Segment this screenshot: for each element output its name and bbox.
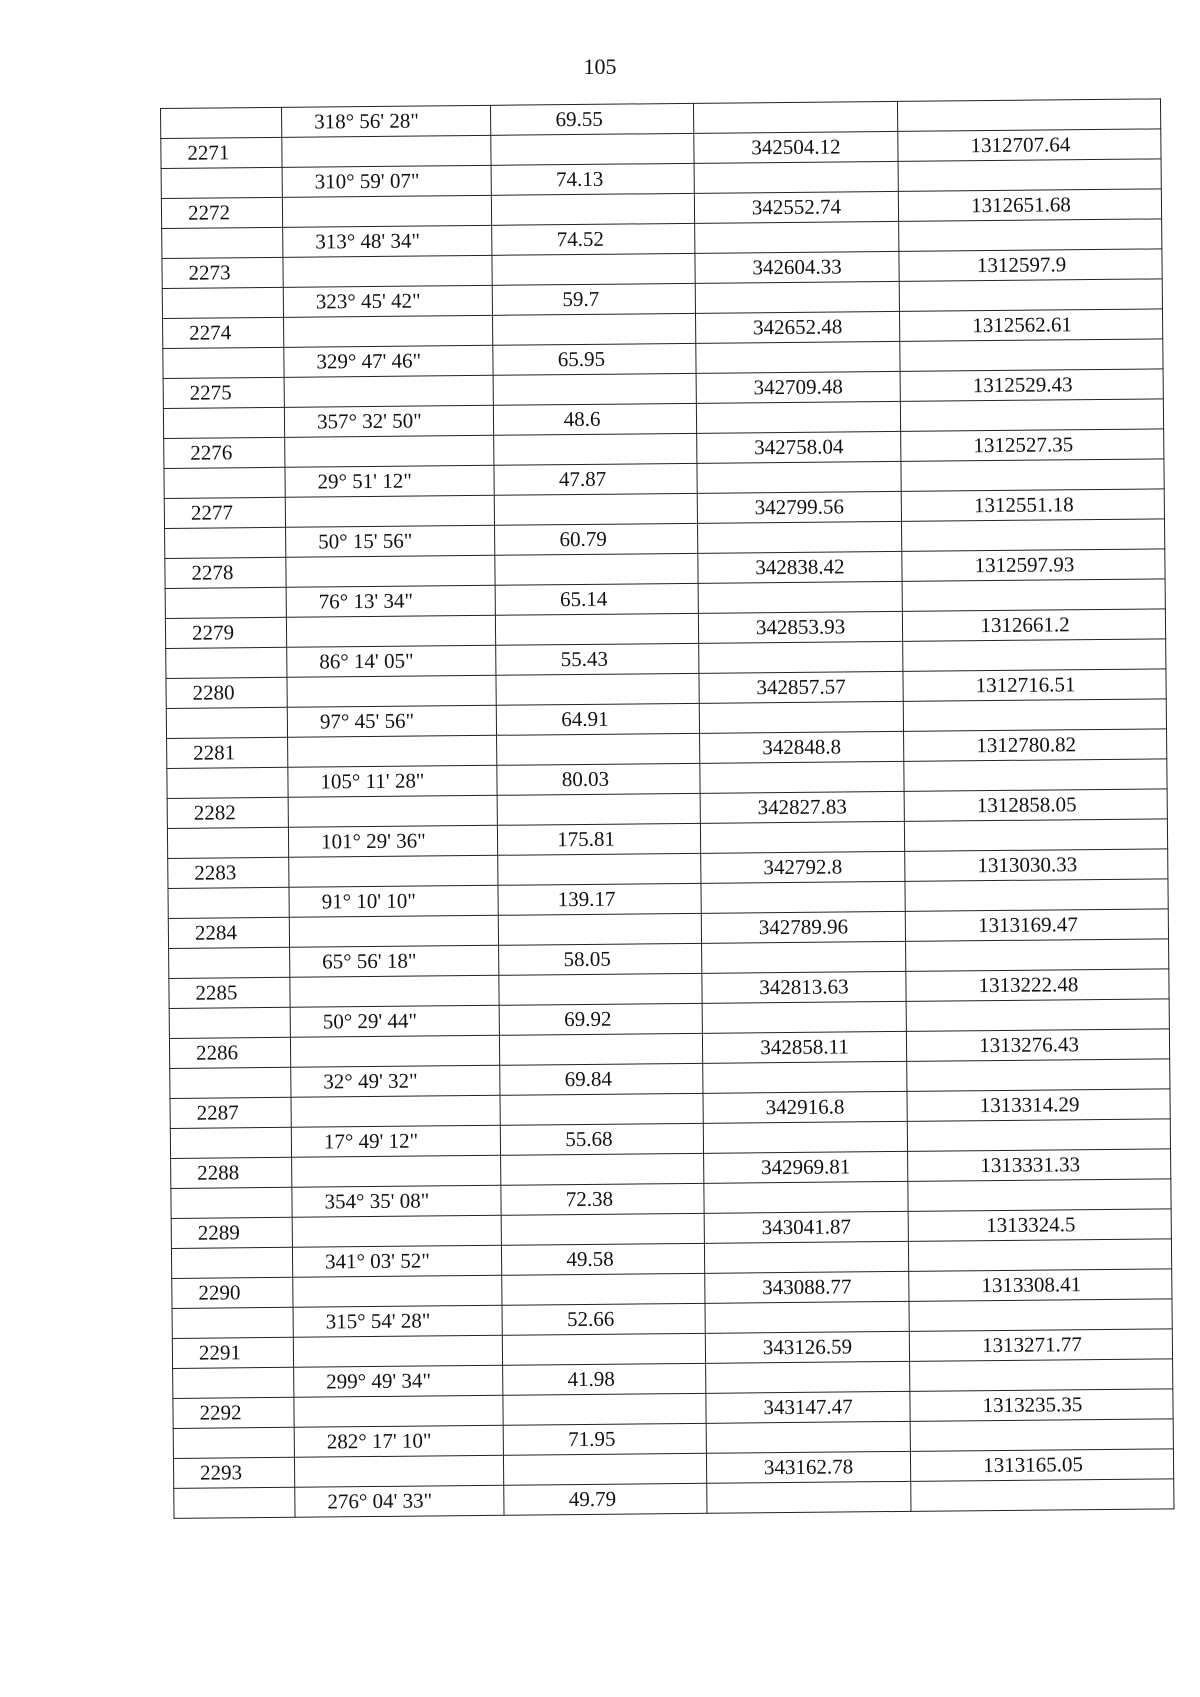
station-id-cell: 2285 (169, 977, 290, 1008)
empty-cell (161, 167, 282, 198)
easting-cell: 1312551.18 (901, 489, 1164, 522)
empty-cell (700, 761, 904, 793)
empty-cell (693, 101, 897, 133)
station-id-cell: 2286 (169, 1037, 290, 1068)
easting-cell: 1312661.2 (902, 609, 1165, 642)
northing-cell: 342853.93 (698, 611, 902, 643)
empty-cell (166, 647, 287, 678)
bearing-cell: 276° 04' 33" (295, 1485, 504, 1517)
empty-cell (171, 1247, 292, 1278)
bearing-cell: 329° 47' 46" (284, 345, 493, 377)
station-id-cell: 2291 (172, 1337, 293, 1368)
northing-cell: 342552.74 (694, 191, 898, 223)
empty-cell (501, 1213, 704, 1245)
distance-cell: 74.13 (491, 163, 694, 195)
station-id-cell: 2287 (170, 1097, 291, 1128)
distance-cell: 52.66 (502, 1303, 705, 1335)
empty-cell (164, 467, 285, 498)
empty-cell (173, 1367, 294, 1398)
empty-cell (903, 699, 1166, 732)
empty-cell (282, 135, 491, 167)
empty-cell (288, 735, 497, 767)
bearing-cell: 341° 03' 52" (292, 1245, 501, 1277)
empty-cell (904, 819, 1167, 852)
station-id-cell: 2274 (163, 317, 284, 348)
empty-cell (694, 161, 898, 193)
bearing-cell: 313° 48' 34" (283, 225, 492, 257)
empty-cell (171, 1187, 292, 1218)
empty-cell (910, 1359, 1173, 1392)
empty-cell (289, 915, 498, 947)
empty-cell (497, 793, 700, 825)
bearing-cell: 357° 32' 50" (284, 405, 493, 437)
empty-cell (503, 1393, 706, 1425)
empty-cell (165, 587, 286, 618)
station-id-cell: 2293 (173, 1457, 294, 1488)
empty-cell (495, 613, 698, 645)
northing-cell: 342827.83 (700, 791, 904, 823)
easting-cell: 1312716.51 (903, 669, 1166, 702)
station-id-cell: 2289 (171, 1217, 292, 1248)
bearing-cell: 50° 29' 44" (290, 1005, 499, 1037)
empty-cell (697, 461, 901, 493)
distance-cell: 55.43 (496, 643, 699, 675)
empty-cell (163, 407, 284, 438)
empty-cell (493, 313, 696, 345)
empty-cell (294, 1455, 503, 1487)
empty-cell (908, 1179, 1171, 1212)
empty-cell (902, 579, 1165, 612)
empty-cell (702, 1001, 906, 1033)
easting-cell: 1312562.61 (899, 309, 1162, 342)
easting-cell: 1312707.64 (898, 129, 1161, 162)
empty-cell (288, 795, 497, 827)
easting-cell: 1313169.47 (905, 909, 1168, 942)
northing-cell: 342969.81 (704, 1151, 908, 1183)
empty-cell (900, 399, 1163, 432)
northing-cell: 342838.42 (698, 551, 902, 583)
empty-cell (696, 401, 900, 433)
empty-cell (499, 973, 702, 1005)
easting-cell: 1313271.77 (909, 1329, 1172, 1362)
empty-cell (282, 195, 491, 227)
bearing-cell: 50° 15' 56" (286, 525, 495, 557)
easting-cell: 1313235.35 (910, 1389, 1173, 1422)
empty-cell (290, 1035, 499, 1067)
northing-cell: 343126.59 (705, 1331, 909, 1363)
bearing-cell: 101° 29' 36" (288, 825, 497, 857)
empty-cell (167, 827, 288, 858)
empty-cell (285, 495, 494, 527)
empty-cell (706, 1361, 910, 1393)
easting-cell: 1312597.9 (899, 249, 1162, 282)
empty-cell (698, 521, 902, 553)
empty-cell (493, 373, 696, 405)
northing-cell: 343041.87 (704, 1211, 908, 1243)
empty-cell (703, 1061, 907, 1093)
distance-cell: 69.92 (499, 1003, 702, 1035)
northing-cell: 342858.11 (702, 1031, 906, 1063)
empty-cell (898, 159, 1161, 192)
empty-cell (284, 315, 493, 347)
empty-cell (174, 1487, 295, 1518)
distance-cell: 47.87 (494, 463, 697, 495)
northing-cell: 342758.04 (697, 431, 901, 463)
easting-cell: 1312780.82 (904, 729, 1167, 762)
station-id-cell: 2279 (165, 617, 286, 648)
northing-cell: 342792.8 (701, 851, 905, 883)
empty-cell (901, 459, 1164, 492)
station-id-cell: 2278 (165, 557, 286, 588)
easting-cell: 1313165.05 (910, 1449, 1173, 1482)
empty-cell (283, 255, 492, 287)
empty-cell (284, 375, 493, 407)
bearing-cell: 282° 17' 10" (294, 1425, 503, 1457)
empty-cell (494, 433, 697, 465)
northing-cell: 343147.47 (706, 1391, 910, 1423)
survey-coordinate-table (160, 98, 1174, 1519)
station-id-cell: 2275 (163, 377, 284, 408)
empty-cell (286, 555, 495, 587)
distance-cell: 74.52 (492, 223, 695, 255)
empty-cell (899, 279, 1162, 312)
station-id-cell: 2290 (172, 1277, 293, 1308)
bearing-cell: 310° 59' 07" (282, 165, 491, 197)
easting-cell: 1312651.68 (898, 189, 1161, 222)
easting-cell: 1312597.93 (902, 549, 1165, 582)
station-id-cell: 2276 (164, 437, 285, 468)
empty-cell (498, 853, 701, 885)
empty-cell (293, 1275, 502, 1307)
station-id-cell: 2272 (161, 197, 282, 228)
empty-cell (903, 639, 1166, 672)
empty-cell (285, 435, 494, 467)
empty-cell (699, 701, 903, 733)
empty-cell (491, 193, 694, 225)
empty-cell (162, 287, 283, 318)
northing-cell: 342916.8 (703, 1091, 907, 1123)
empty-cell (169, 1007, 290, 1038)
empty-cell (699, 641, 903, 673)
empty-cell (704, 1181, 908, 1213)
bearing-cell: 323° 45' 42" (283, 285, 492, 317)
northing-cell: 342789.96 (701, 911, 905, 943)
distance-cell: 60.79 (495, 523, 698, 555)
empty-cell (292, 1155, 501, 1187)
empty-cell (503, 1453, 706, 1485)
distance-cell: 69.84 (500, 1063, 703, 1095)
empty-cell (497, 733, 700, 765)
distance-cell: 175.81 (497, 823, 700, 855)
distance-cell: 64.91 (496, 703, 699, 735)
bearing-cell: 91° 10' 10" (289, 885, 498, 917)
distance-cell: 69.55 (490, 103, 693, 135)
bearing-cell: 76° 13' 34" (286, 585, 495, 617)
empty-cell (168, 887, 289, 918)
empty-cell (902, 519, 1165, 552)
distance-cell: 48.6 (493, 403, 696, 435)
northing-cell: 343162.78 (706, 1451, 910, 1483)
empty-cell (911, 1479, 1174, 1512)
empty-cell (500, 1093, 703, 1125)
empty-cell (290, 975, 499, 1007)
empty-cell (501, 1153, 704, 1185)
bearing-cell: 65° 56' 18" (290, 945, 499, 977)
bearing-cell: 97° 45' 56" (287, 705, 496, 737)
empty-cell (292, 1215, 501, 1247)
empty-cell (498, 913, 701, 945)
bearing-cell: 315° 54' 28" (293, 1305, 502, 1337)
station-id-cell: 2282 (167, 797, 288, 828)
empty-cell (286, 615, 495, 647)
distance-cell: 49.79 (504, 1483, 707, 1515)
northing-cell: 342857.57 (699, 671, 903, 703)
distance-cell: 80.03 (497, 763, 700, 795)
empty-cell (165, 527, 286, 558)
distance-cell: 41.98 (503, 1363, 706, 1395)
empty-cell (905, 879, 1168, 912)
easting-cell: 1313030.33 (905, 849, 1168, 882)
northing-cell: 343088.77 (705, 1271, 909, 1303)
bearing-cell: 29° 51' 12" (285, 465, 494, 497)
easting-cell: 1313314.29 (907, 1089, 1170, 1122)
empty-cell (502, 1333, 705, 1365)
northing-cell: 342652.48 (695, 311, 899, 343)
empty-cell (696, 341, 900, 373)
distance-cell: 58.05 (499, 943, 702, 975)
empty-cell (291, 1095, 500, 1127)
northing-cell: 342604.33 (695, 251, 899, 283)
table-body (161, 99, 1174, 1519)
empty-cell (499, 1033, 702, 1065)
station-id-cell: 2281 (167, 737, 288, 768)
station-id-cell: 2284 (168, 917, 289, 948)
empty-cell (698, 581, 902, 613)
northing-cell: 342848.8 (700, 731, 904, 763)
station-id-cell: 2283 (168, 857, 289, 888)
empty-cell (695, 281, 899, 313)
easting-cell: 1312858.05 (904, 789, 1167, 822)
empty-cell (704, 1241, 908, 1273)
empty-cell (904, 759, 1167, 792)
station-id-cell: 2292 (173, 1397, 294, 1428)
station-id-cell: 2277 (164, 497, 285, 528)
empty-cell (172, 1307, 293, 1338)
bearing-cell: 318° 56' 28" (281, 105, 490, 137)
easting-cell: 1313331.33 (908, 1149, 1171, 1182)
bearing-cell: 105° 11' 28" (288, 765, 497, 797)
empty-cell (907, 1059, 1170, 1092)
empty-cell (705, 1301, 909, 1333)
empty-cell (494, 493, 697, 525)
northing-cell: 342709.48 (696, 371, 900, 403)
distance-cell: 49.58 (501, 1243, 704, 1275)
easting-cell: 1312527.35 (901, 429, 1164, 462)
empty-cell (908, 1239, 1171, 1272)
empty-cell (173, 1427, 294, 1458)
empty-cell (491, 133, 694, 165)
empty-cell (167, 767, 288, 798)
distance-cell: 65.95 (493, 343, 696, 375)
bearing-cell: 86° 14' 05" (287, 645, 496, 677)
distance-cell: 139.17 (498, 883, 701, 915)
distance-cell: 72.38 (501, 1183, 704, 1215)
distance-cell: 71.95 (503, 1423, 706, 1455)
station-id-cell: 2271 (161, 137, 282, 168)
empty-cell (702, 941, 906, 973)
empty-cell (162, 227, 283, 258)
easting-cell: 1313222.48 (906, 969, 1169, 1002)
empty-cell (910, 1419, 1173, 1452)
empty-cell (289, 855, 498, 887)
empty-cell (906, 939, 1169, 972)
distance-cell: 55.68 (500, 1123, 703, 1155)
easting-cell: 1313308.41 (909, 1269, 1172, 1302)
empty-cell (163, 347, 284, 378)
empty-cell (170, 1127, 291, 1158)
empty-cell (707, 1481, 911, 1513)
distance-cell: 65.14 (495, 583, 698, 615)
empty-cell (695, 221, 899, 253)
northing-cell: 342813.63 (702, 971, 906, 1003)
easting-cell: 1313324.5 (908, 1209, 1171, 1242)
empty-cell (287, 675, 496, 707)
empty-cell (706, 1421, 910, 1453)
empty-cell (900, 339, 1163, 372)
empty-cell (899, 219, 1162, 252)
easting-cell: 1313276.43 (906, 1029, 1169, 1062)
empty-cell (492, 253, 695, 285)
station-id-cell: 2288 (171, 1157, 292, 1188)
empty-cell (170, 1067, 291, 1098)
empty-cell (166, 707, 287, 738)
bearing-cell: 32° 49' 32" (291, 1065, 500, 1097)
empty-cell (169, 947, 290, 978)
page-number: 105 (583, 54, 617, 79)
empty-cell (293, 1335, 502, 1367)
empty-cell (909, 1299, 1172, 1332)
empty-cell (906, 999, 1169, 1032)
station-id-cell: 2273 (162, 257, 283, 288)
bearing-cell: 17° 49' 12" (291, 1125, 500, 1157)
station-id-cell: 2280 (166, 677, 287, 708)
empty-cell (495, 553, 698, 585)
easting-cell: 1312529.43 (900, 369, 1163, 402)
empty-cell (700, 821, 904, 853)
empty-cell (907, 1119, 1170, 1152)
northing-cell: 342799.56 (697, 491, 901, 523)
empty-cell (294, 1395, 503, 1427)
empty-cell (703, 1121, 907, 1153)
empty-cell (502, 1273, 705, 1305)
empty-cell (161, 107, 282, 138)
empty-cell (701, 881, 905, 913)
empty-cell (897, 99, 1160, 132)
empty-cell (496, 673, 699, 705)
bearing-cell: 299° 49' 34" (294, 1365, 503, 1397)
distance-cell: 59.7 (492, 283, 695, 315)
bearing-cell: 354° 35' 08" (292, 1185, 501, 1217)
northing-cell: 342504.12 (694, 131, 898, 163)
